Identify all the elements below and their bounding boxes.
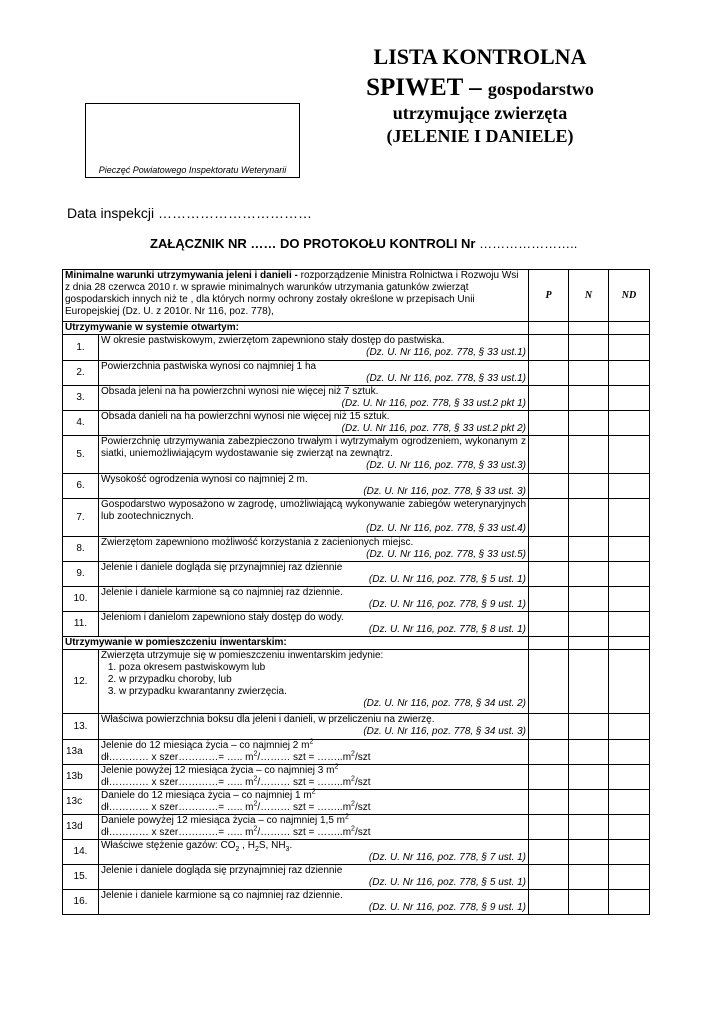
section-open-system: Utrzymywanie w systemie otwartym: <box>63 322 529 335</box>
row-reference: (Dz. U. Nr 116, poz. 778, § 34 ust. 3) <box>363 726 526 737</box>
m2-exponent: 2 <box>351 750 355 758</box>
row-text-cell <box>99 650 529 714</box>
m2-exponent: 2 <box>351 800 355 808</box>
n-cell <box>569 386 609 411</box>
n-cell <box>569 474 609 499</box>
p-cell <box>529 474 569 499</box>
col-nd-header: ND <box>609 270 650 322</box>
row-reference: (Dz. U. Nr 116, poz. 778, § 33 ust.3) <box>366 460 526 471</box>
row-text-cell <box>99 411 529 436</box>
table-row-1 <box>63 335 650 361</box>
row-text-cell <box>99 865 529 890</box>
annex-dots: ………………….. <box>475 236 578 251</box>
table-header-row <box>63 270 650 322</box>
col-n-header: N <box>569 270 609 322</box>
measure-unit: /szt <box>354 802 371 813</box>
table-row-8 <box>63 537 650 562</box>
row-text <box>101 790 526 802</box>
p-cell <box>529 840 569 865</box>
n-cell <box>569 714 609 740</box>
table-row-7 <box>63 499 650 537</box>
p-cell <box>529 361 569 386</box>
p-cell <box>529 865 569 890</box>
table-row-16 <box>63 890 650 915</box>
measure-dims: dł………… x szer…………= ….. m <box>101 777 254 788</box>
nd-cell <box>609 587 650 612</box>
row-text-cell <box>99 612 529 637</box>
table-row-2 <box>63 361 650 386</box>
m2-exponent: 2 <box>311 788 316 796</box>
n-cell <box>569 637 609 650</box>
title-jelenie-daniele: (JELENIE I DANIELE) <box>386 126 574 146</box>
gas-text: Właściwe stężenie gazów: CO <box>101 840 236 851</box>
table-row-13d <box>63 815 650 840</box>
p-cell <box>529 714 569 740</box>
row-reference: (Dz. U. Nr 116, poz. 778, § 33 ust.1) <box>366 347 526 358</box>
row-text: Zwierzęta utrzymuje się w pomieszczeniu inwentarskim jedynie: <box>101 650 384 661</box>
p-cell <box>529 890 569 915</box>
measurement-line <box>101 827 526 839</box>
row-text: Powierzchnię utrzymywania zabezpieczono trwałym i wytrzymałym ogrodzeniem, wykonanym z siatki, uniemożliwiającym wydostawanie się zwierząt na zewnątrz. <box>101 436 526 459</box>
nd-cell <box>609 650 650 714</box>
measure-unit: /szt <box>354 752 371 763</box>
nd-cell <box>609 840 650 865</box>
nd-cell <box>609 765 650 790</box>
m2-exponent: 2 <box>253 750 258 758</box>
measure-dims: dł………… x szer…………= ….. m <box>101 827 254 838</box>
p-cell <box>529 790 569 815</box>
section-indoor-row <box>63 637 650 650</box>
row-reference: (Dz. U. Nr 116, poz. 778, § 7 ust. 1) <box>368 852 526 863</box>
table-row-3 <box>63 386 650 411</box>
nh3-subscript: 3 <box>285 846 290 853</box>
title-spiwet-word: SPIWET <box>366 74 463 101</box>
nd-cell <box>609 562 650 587</box>
row-text-cell <box>99 714 529 740</box>
m2-exponent: 2 <box>334 763 339 771</box>
nd-cell <box>609 411 650 436</box>
n-cell <box>569 436 609 474</box>
title-gospodarstwo: gospodarstwo <box>487 79 594 99</box>
n-cell <box>569 322 609 335</box>
m2-exponent: 2 <box>309 738 314 746</box>
row-reference: (Dz. U. Nr 116, poz. 778, § 33 ust.4) <box>366 523 526 534</box>
table-row-10 <box>63 587 650 612</box>
row-number: 15. <box>63 865 99 890</box>
table-row-14 <box>63 840 650 865</box>
row-text-cell <box>99 840 529 865</box>
row-text-cell <box>99 474 529 499</box>
row-text: Obsada danieli na ha powierzchni wynosi nie więcej niż 15 sztuk. <box>101 411 390 422</box>
row-text: Jelenie i daniele karmione są co najmniej raz dziennie. <box>101 587 343 598</box>
row-number: 11. <box>63 612 99 637</box>
table-row-6 <box>63 474 650 499</box>
row-text-cell <box>99 335 529 361</box>
row-text: Jelenie i daniele dogląda się przynajmniej raz dziennie <box>101 562 343 573</box>
n-cell <box>569 587 609 612</box>
nd-cell <box>609 740 650 765</box>
row-reference: (Dz. U. Nr 116, poz. 778, § 33 ust.5) <box>366 549 526 560</box>
condition-item: 1. poza okresem pastwiskowym lub <box>119 662 526 674</box>
table-row-13b <box>63 765 650 790</box>
m2-exponent: 2 <box>351 825 355 833</box>
row-text: Obsada jeleni na ha powierzchni wynosi nie więcej niż 7 sztuk. <box>101 386 379 397</box>
n-cell <box>569 612 609 637</box>
table-row-13 <box>63 714 650 740</box>
annex-title-text: ZAŁĄCZNIK NR …… DO PROTOKOŁU KONTROLI Nr <box>150 236 476 251</box>
nd-cell <box>609 815 650 840</box>
row-text: Jelenie i daniele karmione są co najmniej raz dziennie. <box>101 890 343 901</box>
p-cell <box>529 765 569 790</box>
p-cell <box>529 637 569 650</box>
checklist-table <box>62 269 650 915</box>
row-text-cell <box>99 386 529 411</box>
h2s-subscript: 2 <box>254 846 259 853</box>
stamp-label: Pieczęć Powiatowego Inspektoratu Weterynarii <box>98 165 287 175</box>
nd-cell <box>609 612 650 637</box>
table-row-15 <box>63 865 650 890</box>
row-text <box>101 740 526 752</box>
row-text-cell <box>99 587 529 612</box>
nd-cell <box>609 361 650 386</box>
row-number: 7. <box>63 499 99 537</box>
row-reference: (Dz. U. Nr 116, poz. 778, § 5 ust. 1) <box>368 877 526 888</box>
row-number: 2. <box>63 361 99 386</box>
table-row-5 <box>63 436 650 474</box>
area-requirement: Daniele do 12 miesiąca życia – co najmniej 1 m <box>101 790 312 801</box>
row-number: 3. <box>63 386 99 411</box>
row-reference: (Dz. U. Nr 116, poz. 778, § 9 ust. 1) <box>368 902 526 913</box>
row-text-cell <box>99 436 529 474</box>
row-number: 8. <box>63 537 99 562</box>
stamp-box <box>85 103 300 178</box>
table-row-4 <box>63 411 650 436</box>
row-reference: (Dz. U. Nr 116, poz. 778, § 34 ust. 2) <box>363 698 526 709</box>
gas-text: . <box>289 840 293 851</box>
intro-bold: Minimalne warunki utrzymywania jeleni i danieli - <box>65 270 301 281</box>
row-number: 13b <box>63 765 99 790</box>
row-reference: (Dz. U. Nr 116, poz. 778, § 8 ust. 1) <box>368 624 526 635</box>
nd-cell <box>609 637 650 650</box>
row-text: W okresie pastwiskowym, zwierzętom zapewniono stały dostęp do pastwiska. <box>101 335 445 346</box>
nd-cell <box>609 865 650 890</box>
nd-cell <box>609 386 650 411</box>
nd-cell <box>609 890 650 915</box>
row-number: 12. <box>63 650 99 714</box>
measure-unit: /szt <box>354 827 371 838</box>
nd-cell <box>609 499 650 537</box>
col-p-header: P <box>529 270 569 322</box>
n-cell <box>569 499 609 537</box>
measure-unit: /szt <box>354 777 371 788</box>
n-cell <box>569 562 609 587</box>
row-text-cell <box>99 562 529 587</box>
row-number: 6. <box>63 474 99 499</box>
p-cell <box>529 436 569 474</box>
row-number: 13a <box>63 740 99 765</box>
row-text <box>101 840 526 852</box>
row-text <box>101 765 526 777</box>
annex-title <box>150 236 577 251</box>
p-cell <box>529 587 569 612</box>
row-text-cell <box>99 790 529 815</box>
measure-count: /……… szt = ……..m <box>257 802 352 813</box>
row-text-cell <box>99 537 529 562</box>
row-number: 13d <box>63 815 99 840</box>
m2-exponent: 2 <box>253 775 258 783</box>
section-open-system-row <box>63 322 650 335</box>
row-text-cell <box>99 740 529 765</box>
n-cell <box>569 865 609 890</box>
nd-cell <box>609 790 650 815</box>
table-row-12 <box>63 650 650 714</box>
n-cell <box>569 650 609 714</box>
p-cell <box>529 740 569 765</box>
row-text: Powierzchnia pastwiska wynosi co najmniej 1 ha <box>101 361 317 372</box>
table-row-11 <box>63 612 650 637</box>
n-cell <box>569 790 609 815</box>
measure-dims: dł………… x szer…………= ….. m <box>101 752 254 763</box>
measure-count: /……… szt = ……..m <box>257 777 352 788</box>
inspection-date: Data inspekcji …………………………… <box>67 205 313 221</box>
n-cell <box>569 815 609 840</box>
row-reference: (Dz. U. Nr 116, poz. 778, § 5 ust. 1) <box>368 574 526 585</box>
p-cell <box>529 335 569 361</box>
measure-dims: dł………… x szer…………= ….. m <box>101 802 254 813</box>
row-text: Jelenie i daniele dogląda się przynajmniej raz dziennie <box>101 865 343 876</box>
row-text: Właściwa powierzchnia boksu dla jeleni i danieli, w przeliczeniu na zwierzę. <box>101 714 435 725</box>
table-row-13c <box>63 790 650 815</box>
nd-cell <box>609 436 650 474</box>
n-cell <box>569 765 609 790</box>
n-cell <box>569 335 609 361</box>
p-cell <box>529 499 569 537</box>
row-reference: (Dz. U. Nr 116, poz. 778, § 9 ust. 1) <box>368 599 526 610</box>
row-reference: (Dz. U. Nr 116, poz. 778, § 33 ust.2 pkt 1) <box>341 398 526 409</box>
row-text: Wysokość ogrodzenia wynosi co najmniej 2 m. <box>101 474 308 485</box>
p-cell <box>529 386 569 411</box>
row-number: 13. <box>63 714 99 740</box>
row-number: 13c <box>63 790 99 815</box>
row-text-cell <box>99 765 529 790</box>
gas-text: S, NH <box>258 840 286 851</box>
title-lista-kontrolna: LISTA KONTROLNA <box>373 44 587 69</box>
m2-exponent: 2 <box>253 825 258 833</box>
table-row-9 <box>63 562 650 587</box>
n-cell <box>569 411 609 436</box>
area-requirement: Jelenie do 12 miesiąca życia – co najmniej 2 m <box>101 740 310 751</box>
section-indoor: Utrzymywanie w pomieszczeniu inwentarskim: <box>63 637 529 650</box>
condition-item: 2. w przypadku choroby, lub <box>119 674 526 686</box>
n-cell <box>569 840 609 865</box>
n-cell <box>569 890 609 915</box>
co2-subscript: 2 <box>235 846 240 853</box>
m2-exponent: 2 <box>253 800 258 808</box>
row-number: 5. <box>63 436 99 474</box>
row-text-cell <box>99 361 529 386</box>
n-cell <box>569 740 609 765</box>
p-cell <box>529 562 569 587</box>
n-cell <box>569 361 609 386</box>
measure-count: /……… szt = ……..m <box>257 827 352 838</box>
p-cell <box>529 411 569 436</box>
m2-exponent: 2 <box>351 775 355 783</box>
row-text-cell <box>99 499 529 537</box>
title-utrzymujace: utrzymujące zwierzęta <box>392 103 568 123</box>
row-text <box>101 815 526 827</box>
row-number: 1. <box>63 335 99 361</box>
row-number: 14. <box>63 840 99 865</box>
row-number: 16. <box>63 890 99 915</box>
intro-text: rozporządzenie Ministra Rolnictwa i Rozwoju Wsi z dnia 28 czerwca 2010 r. w sprawie minimalnych warunków utrzymania gatunków zwierząt gospodarskich innych niż te , dla których normy ochrony zostały określone w przepisach Unii Europejskiej (Dz. U. z 2010r. Nr 116, poz. 778), <box>65 270 519 317</box>
row-text-cell <box>99 890 529 915</box>
row-number: 4. <box>63 411 99 436</box>
m2-exponent: 2 <box>345 813 349 821</box>
area-requirement: Jelenie powyżej 12 miesiąca życia – co najmniej 3 m <box>101 765 335 776</box>
row-text: Zwierzętom zapewniono możliwość korzystania z zacienionych miejsc. <box>101 537 414 548</box>
measurement-line <box>101 802 526 814</box>
area-requirement: Daniele powyżej 12 miesiąca życia – co najmniej 1,5 m <box>101 815 346 826</box>
nd-cell <box>609 322 650 335</box>
measure-count: /……… szt = ……..m <box>257 752 352 763</box>
row-text: Jeleniom i danielom zapewniono stały dostęp do wody. <box>101 612 344 623</box>
intro-cell <box>63 270 529 322</box>
nd-cell <box>609 537 650 562</box>
conditions-list <box>101 662 526 698</box>
row-reference: (Dz. U. Nr 116, poz. 778, § 33 ust.1) <box>366 373 526 384</box>
row-number: 10. <box>63 587 99 612</box>
title-spiwet <box>330 74 630 102</box>
p-cell <box>529 650 569 714</box>
row-number: 9. <box>63 562 99 587</box>
p-cell <box>529 815 569 840</box>
table-row-13a <box>63 740 650 765</box>
p-cell <box>529 322 569 335</box>
measurement-line <box>101 777 526 789</box>
p-cell <box>529 612 569 637</box>
measurement-line <box>101 752 526 764</box>
p-cell <box>529 537 569 562</box>
condition-item: 3. w przypadku kwarantanny zwierzęcia. <box>119 686 526 698</box>
row-reference: (Dz. U. Nr 116, poz. 778, § 33 ust.2 pkt 2) <box>341 423 526 434</box>
title-dash: – <box>462 74 488 101</box>
n-cell <box>569 537 609 562</box>
nd-cell <box>609 474 650 499</box>
nd-cell <box>609 335 650 361</box>
row-reference: (Dz. U. Nr 116, poz. 778, § 33 ust. 3) <box>363 486 526 497</box>
gas-text: , H <box>239 840 255 851</box>
row-text: Gospodarstwo wyposażono w zagrodę, umożliwiającą wykonywanie zabiegów weterynaryjnych lub zootechnicznych. <box>101 499 526 522</box>
row-text-cell <box>99 815 529 840</box>
nd-cell <box>609 714 650 740</box>
